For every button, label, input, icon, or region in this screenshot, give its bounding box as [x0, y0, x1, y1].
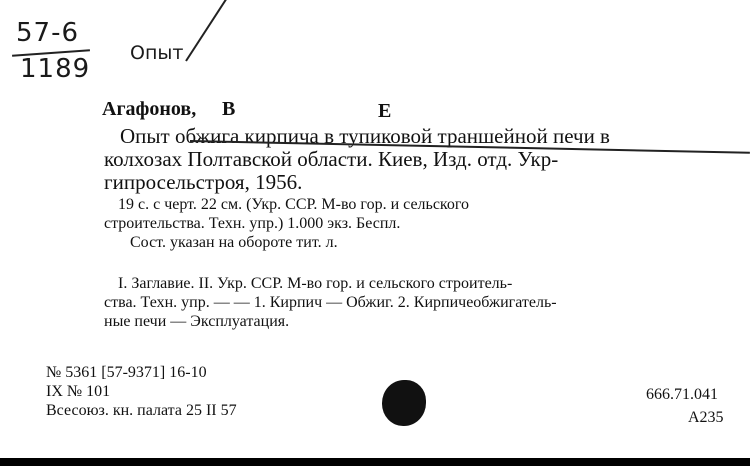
author-code: А235 [688, 409, 724, 426]
title-line-1: Опыт обжига кирпича в тупиковой траншейной печи в [120, 124, 610, 148]
ink-blot [382, 380, 426, 426]
call-number-top: 57-6 [16, 18, 80, 48]
author-initial-1: В [222, 98, 236, 120]
call-number-bottom: 1189 [20, 54, 91, 84]
collation-line-2: строительства. Техн. упр.) 1.000 экз. Беспл. [104, 215, 401, 232]
registry-number: № 5361 [57-9371] 16-10 [46, 364, 207, 381]
notes-line-3: ные печи — Эксплуатация. [104, 313, 290, 330]
udc-number: 666.71.041 [646, 386, 718, 403]
registry-series: IX № 101 [46, 383, 111, 400]
collation-line-3: Сост. указан на обороте тит. л. [130, 234, 338, 251]
title-line-3: гипросельстроя, 1956. [104, 170, 303, 194]
handwritten-note: Опыт [130, 42, 184, 64]
author-name: Агафонов, [102, 98, 197, 120]
card-bottom-edge [0, 458, 750, 466]
collation-line-1: 19 с. с черт. 22 см. (Укр. ССР. М-во гор. и сельского [118, 196, 470, 213]
notes-line-2: ства. Техн. упр. — — 1. Кирпич — Обжиг. 2. Кирпичеобжигатель- [104, 294, 557, 311]
pen-slash-mark [185, 0, 252, 62]
author-initial-2: Е [378, 100, 392, 122]
title-line-2: колхозах Полтавской области. Киев, Изд. отд. Укр- [104, 147, 559, 171]
registry-chamber: Всесоюз. кн. палата 25 II 57 [46, 402, 237, 419]
notes-line-1: I. Заглавие. II. Укр. ССР. М-во гор. и сельского строитель- [118, 275, 513, 292]
